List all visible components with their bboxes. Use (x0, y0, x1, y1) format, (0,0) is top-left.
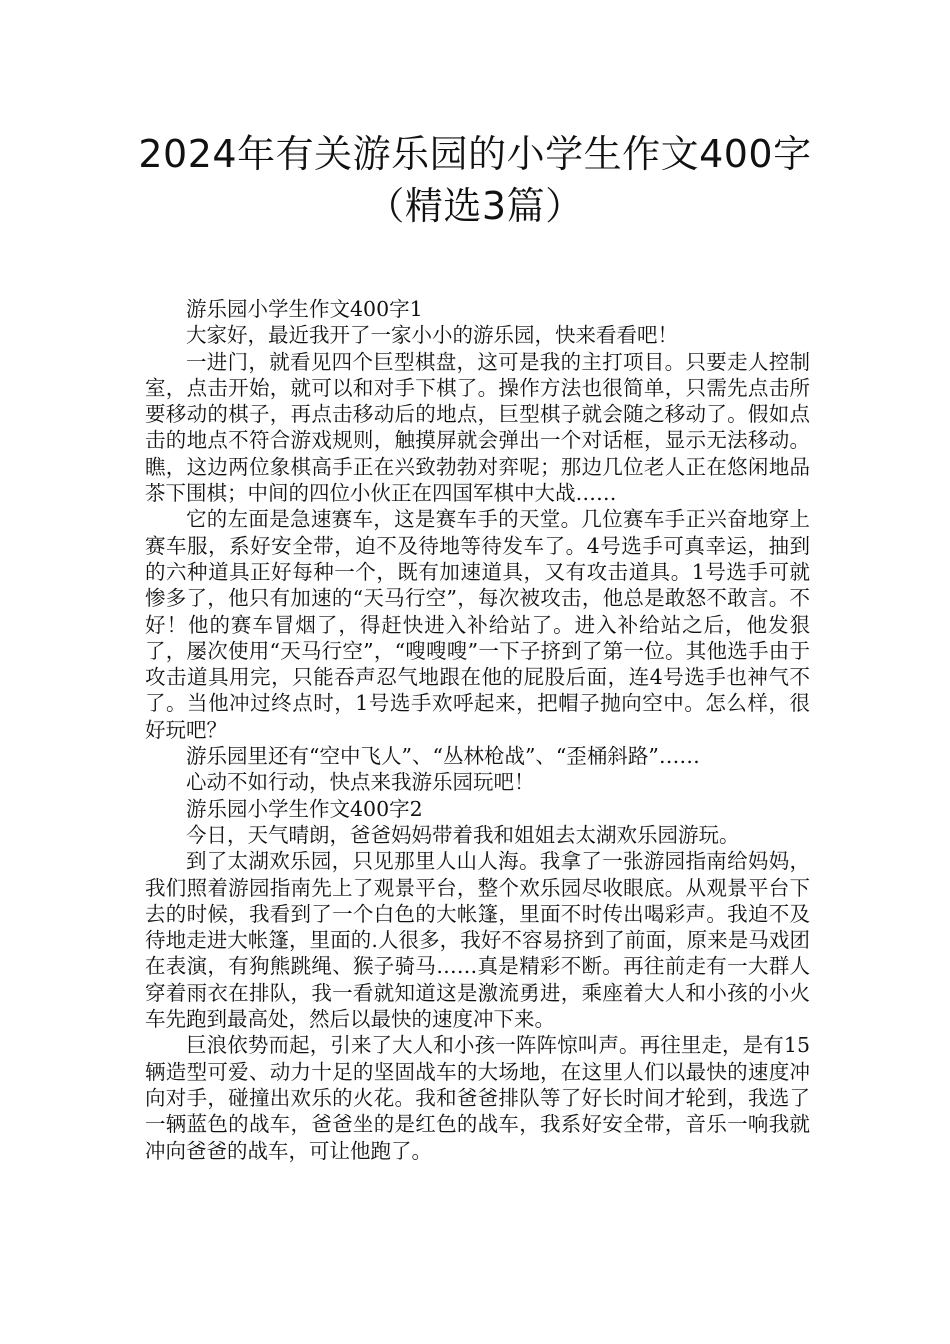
title-line-1: 2024年有关游乐园的小学生作文400字 (138, 132, 812, 176)
essay-1-heading: 游乐园小学生作文400字1 (186, 297, 423, 321)
document-body (145, 296, 810, 1164)
essay-2-heading: 游乐园小学生作文400字2 (186, 796, 423, 821)
essay-2-paragraph: 巨浪依势而起，引来了大人和小孩一阵阵惊叫声。再往里走，是有15辆造型可爱、动力十足的坚固战车的大场地，在这里人们以最快的速度冲向对手，碰撞出欢乐的火花。我和爸爸排队等了好长时间才轮到，我选了一辆蓝色的战车，爸爸坐的是红色的战车，我系好安全带，音乐一响我就冲向爸爸的战车，可让他跑了。 (145, 1033, 810, 1163)
essay-2-paragraph: 今日，天气晴朗，爸爸妈妈带着我和姐姐去太湖欢乐园游玩。 (186, 822, 740, 847)
document-title (100, 128, 850, 232)
title-line-2: （精选3篇） (366, 184, 584, 228)
essay-2-paragraph: 到了太湖欢乐园，只见那里人山人海。我拿了一张游园指南给妈妈，我们照着游园指南先上了观景平台，整个欢乐园尽收眼底。从观景平台下去的时候，我看到了一个白色的大帐篷，里面不时传出喝彩声。我迫不及待地走进大帐篷，里面的.人很多，我好不容易挤到了前面，原来是马戏团在表演，有狗熊跳绳、猴子骑马……真是精彩不断。再往前走有一大群人穿着雨衣在排队，我一看就知道这是激流勇进，乘座着大人和小孩的小火车先跑到最高处，然后以最快的速度冲下来。 (145, 849, 810, 1032)
essay-1-paragraph: 大家好，最近我开了一家小小的游乐园，快来看看吧！ (186, 323, 678, 348)
essay-1-paragraph: 心动不如行动，快点来我游乐园玩吧！ (186, 770, 535, 795)
essay-1-paragraph: 一进门，就看见四个巨型棋盘，这可是我的主打项目。只要走人控制室，点击开始，就可以和对手下棋了。操作方法也很简单，只需先点击所要移动的棋子，再点击移动后的地点，巨型棋子就会随之移动了。假如点击的地点不符合游戏规则，触摸屏就会弹出一个对话框，显示无法移动。瞧，这边两位象棋高手正在兴致勃勃对弈呢；那边几位老人正在悠闲地品茶下围棋；中间的四位小伙正在四国军棋中大战…… (145, 349, 810, 506)
essay-1-paragraph: 游乐园里还有“空中飞人”、“丛林枪战”、“歪桶斜路”…… (186, 744, 700, 769)
essay-1-paragraph: 它的左面是急速赛车，这是赛车手的天堂。几位赛车手正兴奋地穿上赛车服，系好安全带，迫不及待地等待发车了。4号选手可真幸运，抽到的六种道具正好每种一个，既有加速道具，又有攻击道具。1号选手可就惨多了，他只有加速的“天马行空”，每次被攻击，他总是敢怒不敢言。不好！他的赛车冒烟了，得赶快进入补给站了。进入补给站之后，他发狠了，屡次使用“天马行空”，“嗖嗖嗖”一下子挤到了第一位。其他选手由于攻击道具用完，只能吞声忍气地跟在他的屁股后面，连4号选手也神气不了。当他冲过终点时，1号选手欢呼起来，把帽子抛向空中。怎么样，很好玩吧？ (145, 507, 810, 742)
